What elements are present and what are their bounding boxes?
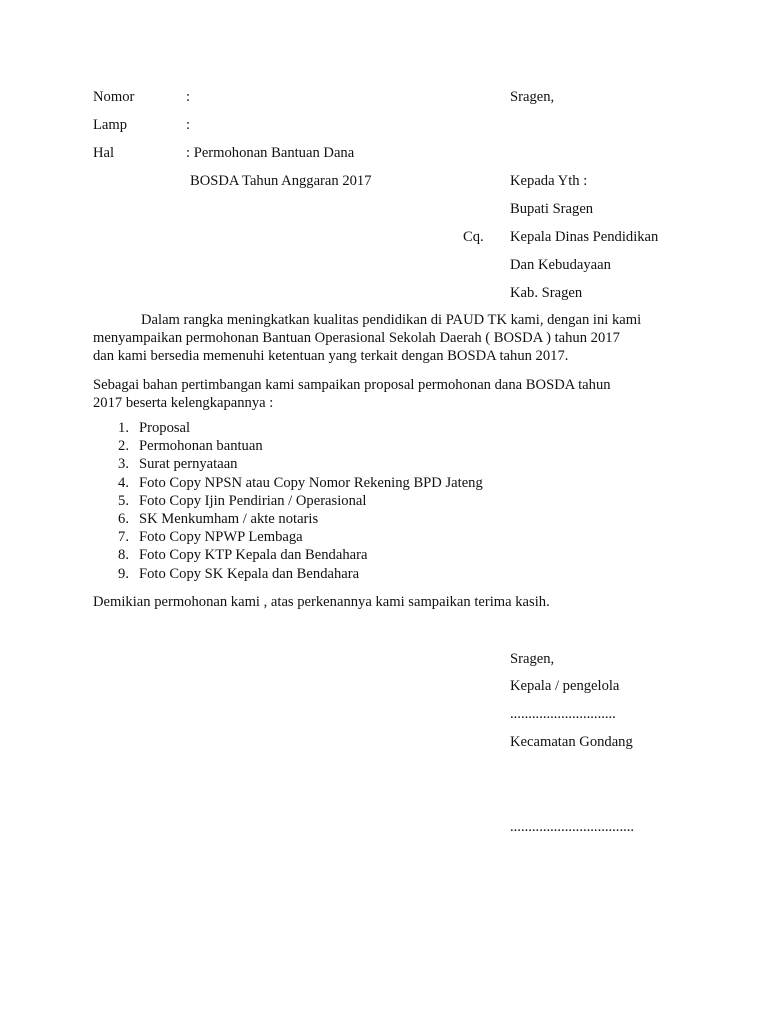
lamp-label: Lamp [93,117,128,133]
closing-sentence: Demikian permohonan kami , atas perkenannya kami sampaikan terima kasih. [93,594,550,610]
paragraph-2-line-2: 2017 beserta kelengkapannya : [93,395,274,411]
hal-label: Hal [93,145,115,161]
list-item-text: Foto Copy KTP Kepala dan Bendahara [139,547,368,564]
list-item-text: Foto Copy SK Kepala dan Bendahara [139,565,360,582]
list-item-number: 7. [118,529,129,546]
list-item-text: Foto Copy NPSN atau Copy Nomor Rekening BPD Jateng [139,474,483,491]
list-item-number: 8. [118,547,129,564]
lamp-colon: : [186,117,191,133]
hal-value-line2: BOSDA Tahun Anggaran 2017 [190,173,372,189]
hal-value-line1: : Permohonan Bantuan Dana [186,145,355,161]
list-item-number: 3. [118,456,129,473]
list-item-text: Surat pernyataan [139,456,238,473]
list-item-number: 9. [118,565,129,582]
signature-place: Sragen, [510,651,555,667]
list-item-number: 1. [118,420,129,436]
list-item-number: 5. [118,492,129,509]
list-item-text: Proposal [139,420,191,436]
paragraph-1-line-3: dan kami bersedia memenuhi ketentuan yang terkait dengan BOSDA tahun 2017. [93,348,569,364]
recipient-kepala-dinas: Kepala Dinas Pendidikan [510,229,659,245]
signature-line-placeholder: .................................. [510,819,635,835]
list-item-number: 6. [118,510,129,527]
list-item-text: SK Menkumham / akte notaris [139,510,319,527]
recipient-kab-sragen: Kab. Sragen [510,285,583,301]
nomor-label: Nomor [93,89,135,105]
list-item-text: Foto Copy NPWP Lembaga [139,529,303,546]
recipient-kepada-yth: Kepada Yth : [510,173,588,189]
list-item-text: Permohonan bantuan [139,438,263,455]
signature-name-placeholder: ............................. [510,706,616,722]
place-date: Sragen, [510,89,555,105]
paragraph-1-line-1: Dalam rangka meningkatkan kualitas pendidikan di PAUD TK kami, dengan ini kami [141,312,642,328]
recipient-cq: Cq. [463,229,484,245]
list-item-text: Foto Copy Ijin Pendirian / Operasional [139,492,367,509]
signature-title: Kepala / pengelola [510,678,620,694]
signature-location: Kecamatan Gondang [510,734,633,750]
nomor-colon: : [186,89,191,105]
paragraph-2-line-1: Sebagai bahan pertimbangan kami sampaikan proposal permohonan dana BOSDA tahun [93,377,611,393]
list-item-number: 2. [118,438,129,455]
recipient-kebudayaan: Dan Kebudayaan [510,257,611,273]
recipient-bupati: Bupati Sragen [510,201,594,217]
paragraph-1-line-2: menyampaikan permohonan Bantuan Operasional Sekolah Daerah ( BOSDA ) tahun 2017 [93,330,620,346]
list-item-number: 4. [118,474,129,491]
